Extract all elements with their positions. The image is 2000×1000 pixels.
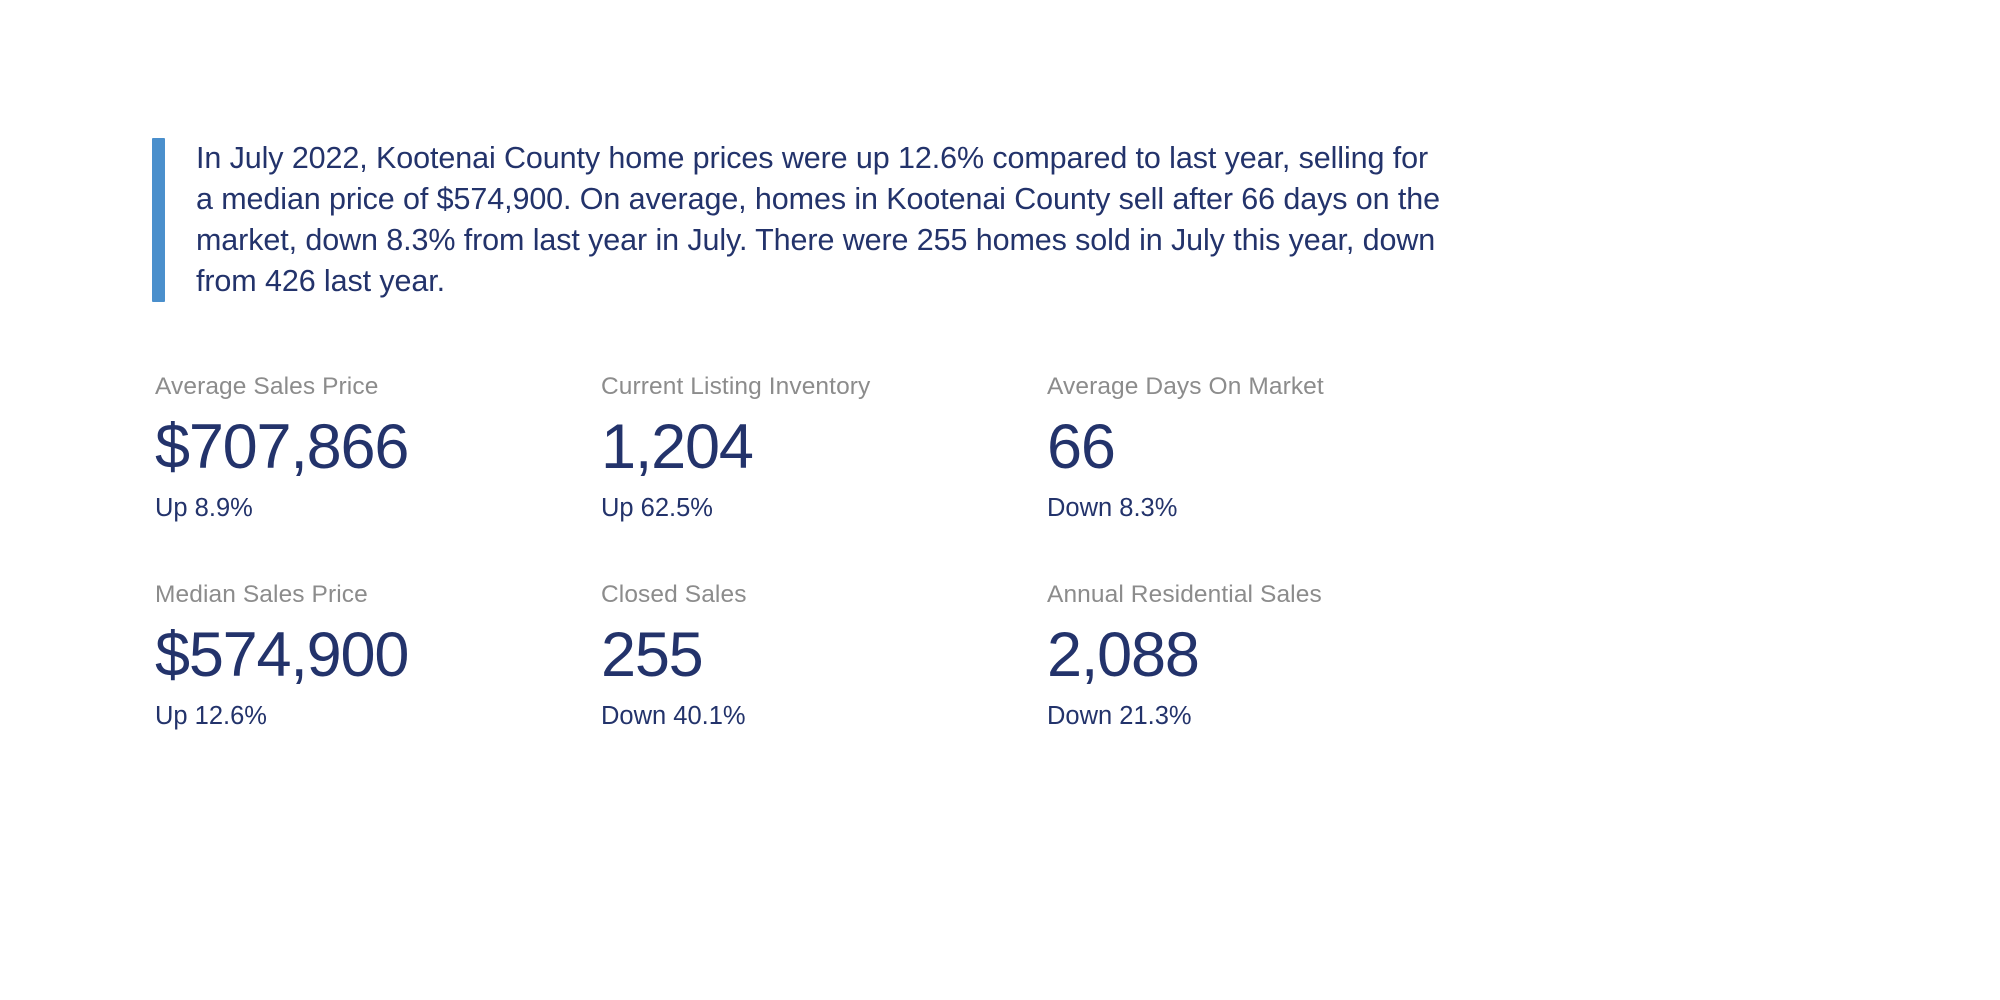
stat-current-listing-inventory bbox=[601, 372, 1047, 524]
stat-value: $574,900 bbox=[155, 620, 409, 690]
stat-change: Up 8.9% bbox=[155, 494, 253, 522]
stat-annual-residential-sales bbox=[1047, 580, 1493, 732]
stat-value: 1,204 bbox=[601, 412, 753, 482]
stat-change: Up 12.6% bbox=[155, 702, 267, 730]
stat-label: Average Sales Price bbox=[155, 373, 379, 400]
statistics-grid bbox=[155, 372, 1555, 732]
stat-median-sales-price bbox=[155, 580, 601, 732]
stat-value: 255 bbox=[601, 620, 703, 690]
stat-average-days-on-market bbox=[1047, 372, 1493, 524]
summary-accent-bar bbox=[152, 138, 165, 302]
stat-change: Down 21.3% bbox=[1047, 702, 1192, 730]
stat-value: 2,088 bbox=[1047, 620, 1199, 690]
stat-label: Median Sales Price bbox=[155, 581, 368, 608]
stat-change: Down 40.1% bbox=[601, 702, 746, 730]
summary-paragraph: In July 2022, Kootenai County home prices were up 12.6% compared to last year, selling for a median price of $574,900. On average, homes in Kootenai County sell after 66 days on the market, down 8.3% from last year in July. There were 255 homes sold in July this year, down from 426 last year. bbox=[196, 141, 1440, 298]
stat-change: Down 8.3% bbox=[1047, 494, 1178, 522]
stat-closed-sales bbox=[601, 580, 1047, 732]
stat-label: Closed Sales bbox=[601, 581, 747, 608]
stat-change: Up 62.5% bbox=[601, 494, 713, 522]
stat-average-sales-price bbox=[155, 372, 601, 524]
market-summary-callout bbox=[152, 138, 1442, 302]
stat-value: $707,866 bbox=[155, 412, 409, 482]
stat-label: Current Listing Inventory bbox=[601, 373, 871, 400]
stat-row bbox=[155, 372, 1555, 524]
stat-row bbox=[155, 580, 1555, 732]
stat-label: Annual Residential Sales bbox=[1047, 581, 1322, 608]
stat-value: 66 bbox=[1047, 412, 1115, 482]
stat-label: Average Days On Market bbox=[1047, 373, 1324, 400]
